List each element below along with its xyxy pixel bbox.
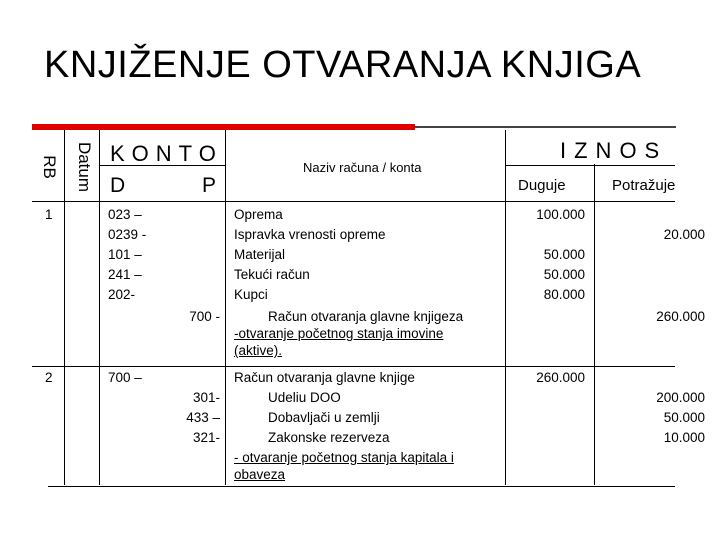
- page-title: KNJIŽENJE OTVARANJA KNJIGA: [44, 44, 642, 86]
- header-duguje: Duguje: [518, 177, 566, 194]
- header-rb: RB: [40, 155, 59, 179]
- col-line-rb: [64, 130, 65, 485]
- row-line-table-bottom: [48, 486, 675, 487]
- entry1-opis: [234, 325, 443, 359]
- konto-value: 301-: [192, 390, 220, 405]
- description-line: obaveza: [234, 467, 286, 482]
- entry1-duguje-amount: 80.000: [543, 287, 585, 302]
- entry1-duguje-amount: 50.000: [543, 267, 585, 282]
- account-name: Oprema: [234, 207, 283, 222]
- description-line: -otvaranje početnog stanja imovine: [234, 326, 444, 341]
- entry2-naziv-glavni: Račun otvaranja glavne knjige: [234, 370, 415, 385]
- entry1-potrazuje-amount: 260.000: [656, 309, 705, 324]
- entry2-potrazuje-amount: 200.000: [656, 390, 705, 405]
- account-name: Tekući račun: [234, 267, 310, 282]
- entry1-duguje-amount: 100.000: [536, 207, 585, 222]
- konto-value: 101 –: [108, 247, 142, 262]
- header-naziv: Naziv računa / konta: [303, 160, 422, 175]
- entry2-potrazuje-amount: 10.000: [663, 430, 705, 445]
- entry2-konto-p: [150, 388, 220, 448]
- header-konto-d: D: [110, 174, 126, 197]
- col-line-datum: [99, 130, 100, 485]
- entry2-konto-d: 700 –: [108, 370, 142, 385]
- account-name: Zakonske rezerveza: [268, 430, 390, 445]
- entry2-rb: 2: [45, 370, 53, 385]
- row-line-header-bottom: [32, 201, 675, 202]
- account-name: Dobavljači u zemlji: [268, 410, 380, 425]
- entry1-rb: 1: [45, 207, 53, 222]
- col-line-naziv: [505, 130, 506, 485]
- description-line: - otvaranje početnog stanja kapitala i: [234, 450, 454, 465]
- account-name: Kupci: [234, 287, 268, 302]
- entry2-duguje-amount: 260.000: [536, 370, 585, 385]
- row-line-iznos-header: [505, 165, 675, 166]
- header-konto: KONTO: [110, 141, 223, 166]
- entry1-konto-d: [108, 205, 146, 305]
- konto-value: 241 –: [108, 267, 142, 282]
- header-datum: Datum: [75, 141, 94, 193]
- konto-value: 321-: [192, 430, 220, 445]
- entry1-duguje-amount: 50.000: [543, 247, 585, 262]
- header-konto-p: P: [202, 174, 217, 197]
- konto-value: 433 –: [186, 410, 220, 425]
- entry2-potrazuje-amount: 50.000: [663, 410, 705, 425]
- konto-value: 202-: [108, 287, 136, 302]
- col-line-duguje: [594, 164, 595, 485]
- header-iznos: IZNOS: [560, 138, 668, 163]
- entry2-nazivi: [268, 388, 390, 448]
- header-potrazuje: Potražuje: [612, 177, 676, 194]
- title-red-bar: [32, 124, 415, 130]
- title-dark-line: [415, 126, 676, 128]
- entry1-naziv-glavni: Račun otvaranja glavne knjigeza: [268, 309, 464, 324]
- account-name: Materijal: [234, 247, 286, 262]
- account-name: Udeliu DOO: [268, 390, 341, 405]
- col-line-konto: [225, 130, 226, 485]
- entry2-opis: [234, 449, 454, 483]
- account-name: Ispravka vrenosti opreme: [234, 227, 386, 242]
- konto-value: 0239 -: [108, 227, 147, 242]
- entry1-konto-p: 700 -: [189, 309, 220, 324]
- entry1-nazivi: [234, 205, 386, 305]
- entry1-potrazuje-amount: 20.000: [663, 227, 705, 242]
- row-line-entry1-bottom: [32, 366, 675, 367]
- konto-value: 023 –: [108, 207, 142, 222]
- description-line: (aktive).: [234, 343, 283, 358]
